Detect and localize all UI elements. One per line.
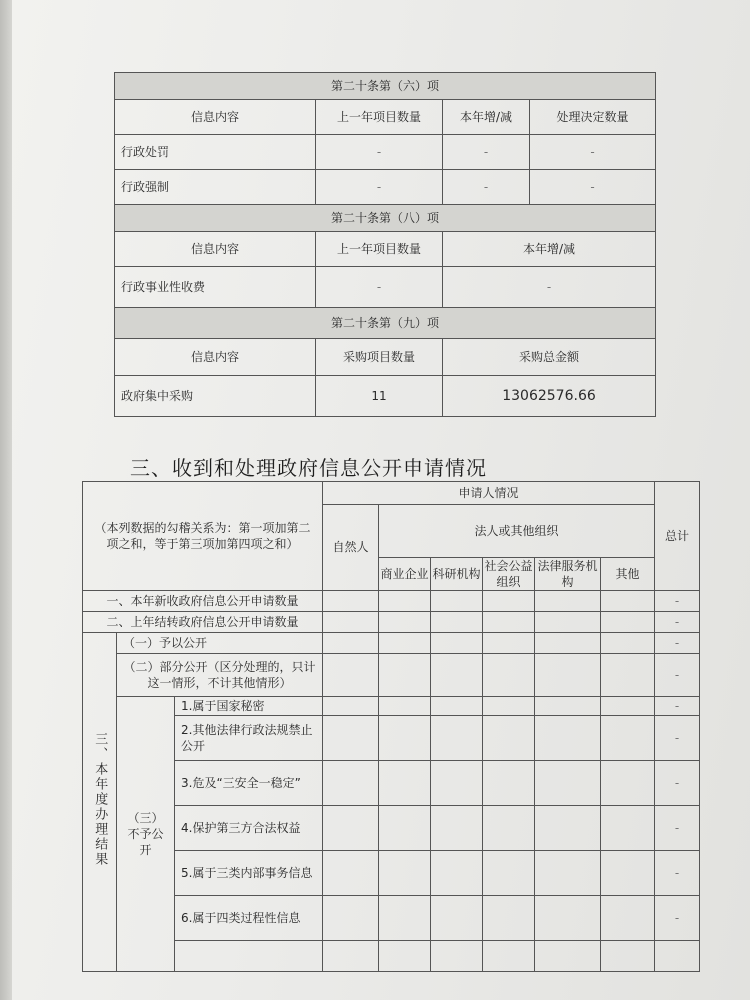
cell-value: 11: [316, 376, 443, 417]
row-label: 政府集中采购: [115, 376, 316, 417]
cell-value: -: [316, 170, 443, 205]
total-value: -: [655, 806, 700, 851]
reason-item: 5.属于三类内部事务信息: [175, 851, 323, 896]
cell-value: -: [530, 135, 656, 170]
col-legal-service: 法律服务机构: [535, 557, 601, 590]
cell-value: -: [530, 170, 656, 205]
col-info-content: 信息内容: [115, 339, 316, 376]
col-change: 本年增/减: [443, 232, 656, 267]
cell-value: -: [443, 170, 530, 205]
row-not-disclosed: （三）不予公开: [117, 697, 175, 972]
section-title: 三、收到和处理政府信息公开申请情况: [130, 456, 487, 480]
section-8-header: 第二十条第（八）项: [115, 205, 656, 232]
section-6-header: 第二十条第（六）项: [115, 73, 656, 100]
col-other: 其他: [601, 557, 655, 590]
cell-value: -: [443, 135, 530, 170]
col-public-welfare: 社会公益组织: [484, 558, 533, 589]
reason-item: 4.保护第三方合法权益: [175, 806, 323, 851]
application-handling-table: [82, 481, 700, 972]
col-info-content: 信息内容: [115, 100, 316, 135]
reason-item: 3.危及“三安全一稳定”: [175, 761, 323, 806]
col-purchase-amount: 采购总金额: [443, 339, 656, 376]
total-header: 总计: [655, 482, 700, 591]
cell-value: -: [316, 135, 443, 170]
total-value: -: [655, 654, 700, 697]
reason-item: 2.其他法律行政法规禁止公开: [175, 716, 323, 761]
col-business: 商业企业: [379, 557, 431, 590]
total-value: -: [655, 612, 700, 633]
row-disclosed: （一）予以公开: [117, 633, 323, 654]
col-research: 科研机构: [431, 557, 483, 590]
note-cell: （本列数据的勾稽关系为：第一项加第二项之和，等于第三项加第四项之和）: [83, 482, 323, 591]
group-results: 三、本年度办理结果: [83, 633, 117, 972]
col-info-content: 信息内容: [115, 232, 316, 267]
total-value: -: [655, 851, 700, 896]
row-label: 行政处罚: [115, 135, 316, 170]
page-edge-shadow: [0, 0, 12, 1000]
row-new-applications: 一、本年新收政府信息公开申请数量: [83, 591, 323, 612]
col-prev-year: 上一年项目数量: [316, 100, 443, 135]
total-value: -: [655, 697, 700, 716]
row-label: 行政事业性收费: [115, 267, 316, 308]
disclosure-table-article-20: [114, 72, 656, 417]
legal-entity-header: 法人或其他组织: [379, 505, 655, 558]
cell-value: 13062576.66: [443, 376, 656, 417]
total-value: -: [655, 896, 700, 941]
total-value: -: [655, 591, 700, 612]
col-decisions: 处理决定数量: [530, 100, 656, 135]
total-value: -: [655, 633, 700, 654]
col-change: 本年增/减: [443, 100, 530, 135]
section-9-header: 第二十条第（九）项: [115, 308, 656, 339]
total-value: -: [655, 761, 700, 806]
reason-item: 6.属于四类过程性信息: [175, 896, 323, 941]
reason-item: 1.属于国家秘密: [175, 697, 323, 716]
natural-person-header: 自然人: [323, 505, 379, 591]
total-value: -: [655, 716, 700, 761]
applicant-header: 申请人情况: [323, 482, 655, 505]
col-prev-year: 上一年项目数量: [316, 232, 443, 267]
col-purchase-count: 采购项目数量: [316, 339, 443, 376]
row-partial: （二）部分公开（区分处理的，只计这一情形，不计其他情形）: [117, 654, 323, 697]
cell-value: -: [316, 267, 443, 308]
row-label: 行政强制: [115, 170, 316, 205]
cell-value: -: [443, 267, 656, 308]
row-carried-over: 二、上年结转政府信息公开申请数量: [83, 612, 323, 633]
